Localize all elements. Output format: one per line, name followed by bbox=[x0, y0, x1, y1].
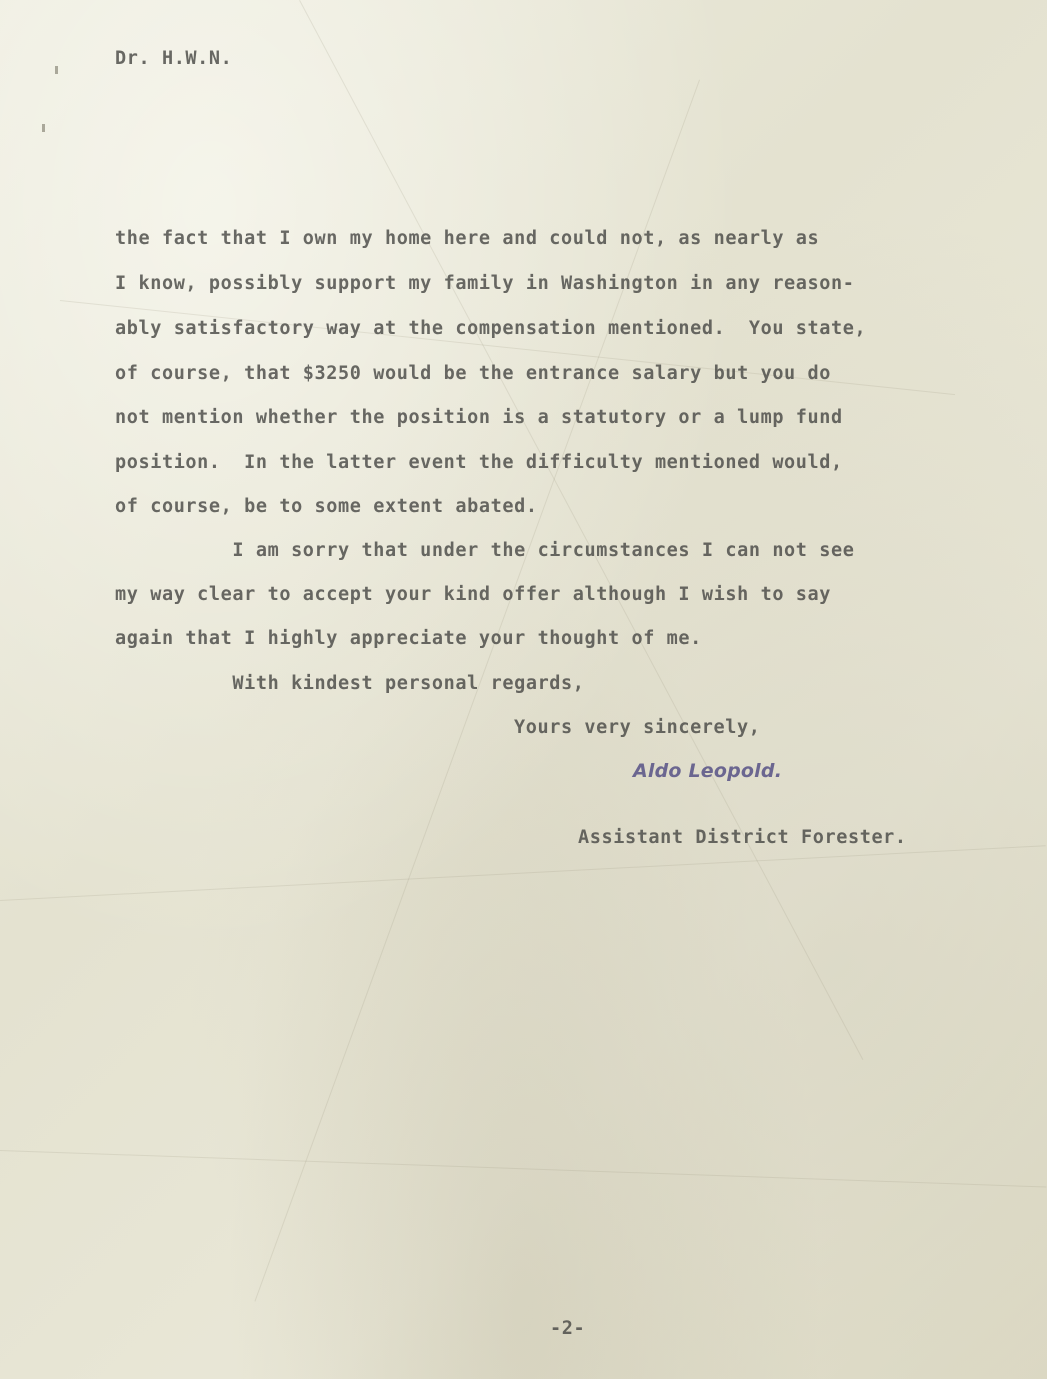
page-number: -2- bbox=[550, 1318, 586, 1339]
letter-recipient-header: Dr. H.W.N. bbox=[115, 48, 233, 69]
letter-body-line: my way clear to accept your kind offer although I wish to say bbox=[115, 584, 832, 605]
letter-body-line: With kindest personal regards, bbox=[115, 673, 585, 694]
letter-body-line: I am sorry that under the circumstances I can not see bbox=[115, 540, 855, 561]
signer-title: Assistant District Forester. bbox=[578, 827, 907, 848]
letter-closing: Yours very sincerely, bbox=[514, 717, 761, 738]
paper-crease bbox=[0, 845, 1046, 901]
letter-body-line: not mention whether the position is a statutory or a lump fund bbox=[115, 407, 843, 428]
letter-body-line: ably satisfactory way at the compensation mentioned. You state, bbox=[115, 318, 867, 339]
signature-stamp: Aldo Leopold. bbox=[633, 760, 783, 782]
letter-body-line: position. In the latter event the difficulty mentioned would, bbox=[115, 452, 843, 473]
letter-body-line: of course, be to some extent abated. bbox=[115, 496, 538, 517]
paper-crease bbox=[299, 0, 863, 1060]
letter-body-line: the fact that I own my home here and could not, as nearly as bbox=[115, 228, 820, 249]
edge-mark bbox=[42, 124, 45, 132]
letter-body-line: of course, that $3250 would be the entrance salary but you do bbox=[115, 363, 832, 384]
edge-mark bbox=[55, 66, 58, 74]
letter-body-line: again that I highly appreciate your thought of me. bbox=[115, 628, 702, 649]
letter-body-line: I know, possibly support my family in Washington in any reason- bbox=[115, 273, 855, 294]
paper-crease bbox=[0, 1150, 1046, 1188]
